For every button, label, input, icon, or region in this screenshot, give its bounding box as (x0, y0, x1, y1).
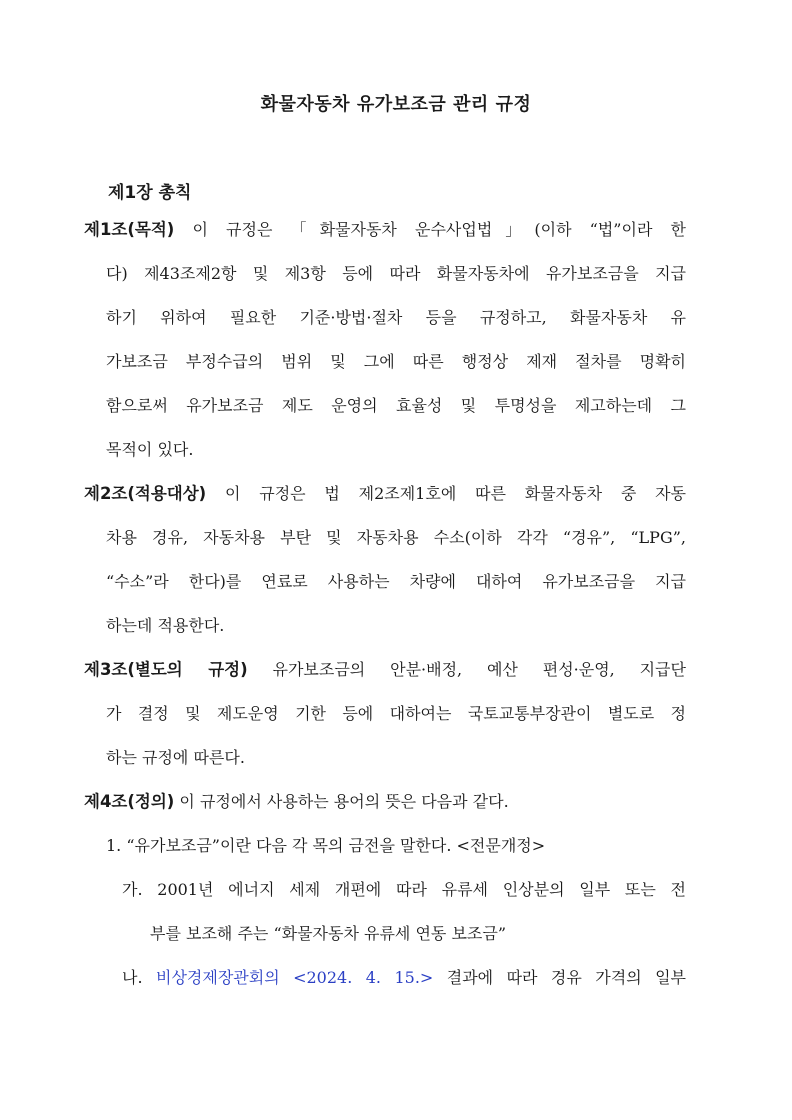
article-4-sub-ga-line-2: 부를 보조해 주는 “화물자동차 유류세 연동 보조금” (150, 924, 506, 943)
article-1-heading: 제1조(목적) (84, 220, 175, 239)
amendment-link[interactable]: 비상경제장관회의 <2024. 4. 15.> (156, 968, 434, 987)
article-4-sub-ga-line-1: 가. 2001년 에너지 세제 개편에 따라 유류세 인상분의 일부 또는 전 (122, 880, 686, 899)
article-4-text-1: 이 규정에서 사용하는 용어의 뜻은 다음과 같다. (174, 792, 509, 811)
chapter-heading: 제1장 총칙 (108, 183, 192, 203)
article-2-heading: 제2조(적용대상) (84, 484, 207, 503)
article-1-line-1 (84, 220, 686, 240)
article-4-line-1 (84, 792, 509, 812)
article-1-text-1: 이 규정은 「화물자동차 운수사업법」(이하 “법”이라 한 (174, 220, 686, 239)
article-1-line-2: 다) 제43조제2항 및 제3항 등에 따라 화물자동차에 유가보조금을 지급 (106, 264, 686, 283)
article-3-heading: 제3조(별도의 규정) (84, 660, 248, 679)
article-4-item-1: 1. “유가보조금”이란 다음 각 목의 금전을 말한다. <전문개정> (106, 836, 546, 855)
article-3-text-1: 유가보조금의 안분·배정, 예산 편성·운영, 지급단 (247, 660, 686, 679)
article-4-sub-na-prefix: 나. (122, 968, 156, 987)
article-3-line-2: 가 결정 및 제도운영 기한 등에 대하여는 국토교통부장관이 별도로 정 (106, 704, 686, 723)
article-2-line-3: “수소”라 한다)를 연료로 사용하는 차량에 대하여 유가보조금을 지급 (106, 572, 686, 591)
article-2-line-1 (84, 484, 686, 504)
article-1-line-6: 목적이 있다. (106, 440, 194, 459)
article-1-line-3: 하기 위하여 필요한 기준·방법·절차 등을 규정하고, 화물자동차 유 (106, 308, 686, 327)
article-3-line-3: 하는 규정에 따른다. (106, 748, 245, 767)
article-3-line-1 (84, 660, 686, 680)
article-4-sub-na-rest: 결과에 따라 경유 가격의 일부 (433, 968, 687, 987)
document-title: 화물자동차 유가보조금 관리 규정 (260, 94, 532, 115)
article-4-sub-na-line-1 (122, 968, 686, 988)
article-1-line-4: 가보조금 부정수급의 범위 및 그에 따른 행정상 제재 절차를 명확히 (106, 352, 686, 371)
article-1-line-5: 함으로써 유가보조금 제도 운영의 효율성 및 투명성을 제고하는데 그 (106, 396, 686, 415)
article-2-line-4: 하는데 적용한다. (106, 616, 225, 635)
article-2-text-1: 이 규정은 법 제2조제1호에 따른 화물자동차 중 자동 (206, 484, 686, 503)
article-2-line-2: 차용 경유, 자동차용 부탄 및 자동차용 수소(이하 각각 “경유”, “LPG”, (106, 528, 686, 547)
article-4-heading: 제4조(정의) (84, 792, 175, 811)
